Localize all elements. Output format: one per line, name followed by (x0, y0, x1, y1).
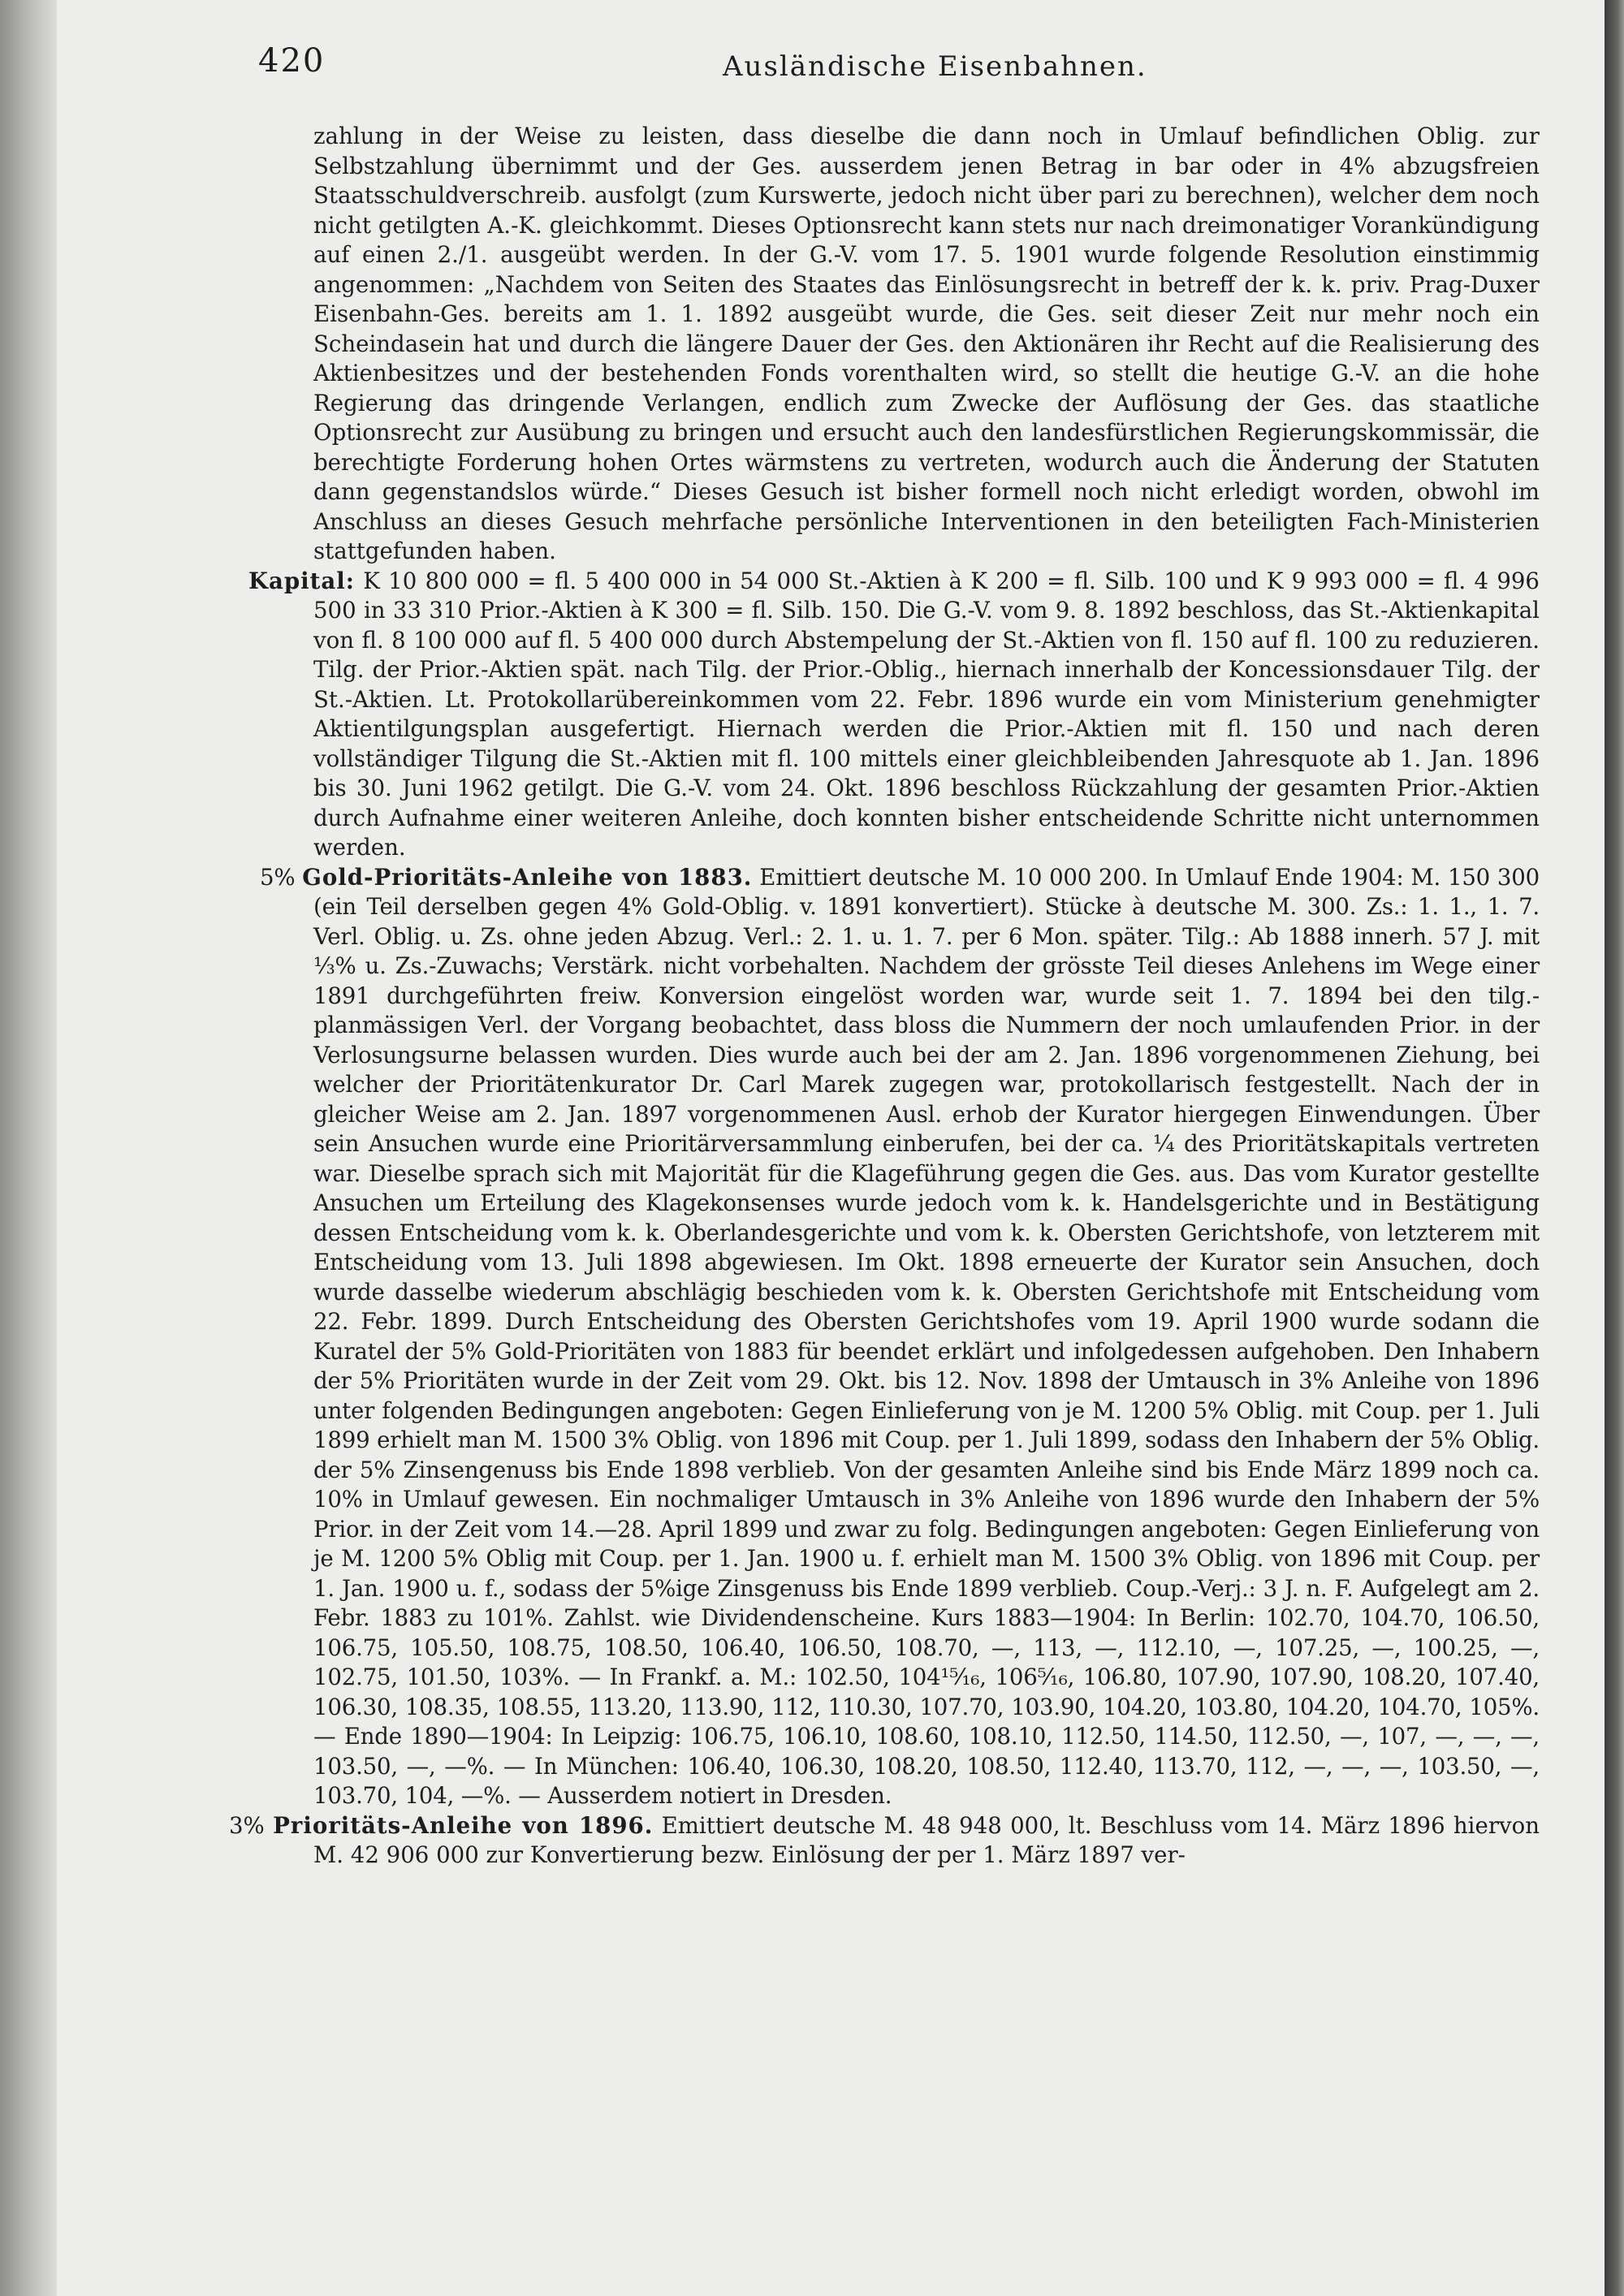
prior-1896-rate: 3% (229, 1811, 265, 1839)
page-header (258, 42, 1541, 91)
intro-text: zahlung in der Weise zu leisten, dass dieselbe die dann noch in Umlauf befindlichen Oblig. zur Selbstzahlung übernimmt und der Ges. ausserdem jenen Betrag in bar oder in 4% abzugsfreien Staatsschuldverschreib. ausfolgt (zum Kurswerte, jedoch nicht über pari zu berechnen), welcher dem noch nicht getilgten A.-K. gleichkommt. Dieses Optionsrecht kann stets nur nach dreimonatiger Vorankündigung auf einen 2./1. ausgeübt werden. In der G.-V. vom 17. 5. 1901 wurde folgende Resolution einstimmig angenommen: „Nachdem von Seiten des Staates das Einlösungsrecht in betreff der k. k. priv. Prag-Duxer Eisenbahn-Ges. bereits am 1. 1. 1892 ausgeübt wurde, die Ges. seit dieser Zeit nur mehr noch ein Scheindasein hat und durch die längere Dauer der Ges. den Aktionären ihr Recht auf die Realisierung des Aktienbesitzes und der bestehenden Fonds vorenthalten wird, so stellt die heutige G.-V. an die hohe Regierung das dringende Verlangen, endlich zum Zwecke der Auflösung der Ges. das staatliche Optionsrecht zur Ausübung zu bringen und ersucht auch den landesfürstlichen Regierungskommissär, die berechtigte Forderung hohen Ortes wärmstens zu vertreten, wodurch auch die Änderung der Statuten dann gegenstandslos würde.“ Dieses Gesuch ist bisher formell noch nicht erledigt worden, obwohl im Anschluss an dieses Gesuch mehrfache persönliche Interventionen in den beteiligten Fach-Ministerien stattgefunden haben. (313, 123, 1540, 564)
gold-anleihe-text: Emittiert deutsche M. 10 000 200. In Umlauf Ende 1904: M. 150 300 (ein Teil derselben gegen 4% Gold-Oblig. v. 1891 konvertiert). Stücke à deutsche M. 300. Zs.: 1. 1., 1. 7. Verl. Oblig. u. Zs. ohne jeden Abzug. Verl.: 2. 1. u. 1. 7. per 6 Mon. später. Tilg.: Ab 1888 innerh. 57 J. mit ⅓% u. Zs.-Zuwachs; Verstärk. nicht vorbehalten. Nachdem der grösste Teil dieses Anlehens im Wege einer 1891 durchgeführten freiw. Konversion eingelöst worden war, wurde seit 1. 7. 1894 bei den tilg.-planmässigen Verl. der Vorgang beobachtet, dass bloss die Nummern der noch umlaufenden Prior. in der Verlosungsurne belassen wurden. Dies wurde auch bei der am 2. Jan. 1896 vorgenommenen Ziehung, bei welcher der Prioritätenkurator Dr. Carl Marek zugegen war, protokollarisch festgestellt. Nach der in gleicher Weise am 2. Jan. 1897 vorgenommenen Ausl. erhob der Kurator hiergegen Einwendungen. Über sein Ansuchen wurde eine Prioritärversammlung einberufen, bei der ca. ¼ des Prioritätskapitals vertreten war. Dieselbe sprach sich mit Majorität für die Klageführung gegen die Ges. aus. Das vom Kurator gestellte Ansuchen um Erteilung des Klagekonsenses wurde jedoch vom k. k. Handelsgerichte und in Bestätigung dessen Entscheidung vom k. k. Oberlandesgerichte und vom k. k. Obersten Gerichtshofe, von letzterem mit Entscheidung vom 13. Juli 1898 abgewiesen. Im Okt. 1898 erneuerte der Kurator sein Ansuchen, doch wurde dasselbe wiederum abschlägig beschieden vom k. k. Obersten Gerichtshofe mit Entscheidung vom 22. Febr. 1899. Durch Entscheidung des Obersten Gerichtshofes vom 19. April 1900 wurde sodann die Kuratel der 5% Gold-Prioritäten von 1883 für beendet erklärt und infolgedessen aufgehoben. Den Inhabern der 5% Prioritäten wurde in der Zeit vom 29. Okt. bis 12. Nov. 1898 der Umtausch in 3% Anleihe von 1896 unter folgenden Bedingungen angeboten: Gegen Einlieferung von je M. 1200 5% Oblig. mit Coup. per 1. Juli 1899 erhielt man M. 1500 3% Oblig. von 1896 mit Coup. per 1. Juli 1899, sodass den Inhabern der 5% Oblig. der 5% Zinsengenuss bis Ende 1898 verblieb. Von der gesamten Anleihe sind bis Ende März 1899 noch ca. 10% in Umlauf gewesen. Ein nochmaliger Umtausch in 3% Anleihe von 1896 wurde den Inhabern der 5% Prior. in der Zeit vom 14.—28. April 1899 und zwar zu folg. Bedingungen angeboten: Gegen Einlieferung von je M. 1200 5% Oblig mit Coup. per 1. Jan. 1900 u. f. erhielt man M. 1500 3% Oblig. von 1896 mit Coup. per 1. Jan. 1900 u. f., sodass der 5%ige Zinsgenuss bis Ende 1899 verblieb. Coup.-Verj.: 3 J. n. F. Aufgelegt am 2. Febr. 1883 zu 101%. Zahlst. wie Dividendenscheine. Kurs 1883—1904: In Berlin: 102.70, 104.70, 106.50, 106.75, 105.50, 108.75, 108.50, 106.40, 106.50, 108.70, —, 113, —, 112.10, —, 107.25, —, 100.25, —, 102.75, 101.50, 103%. — In Frankf. a. M.: 102.50, 104¹⁵⁄₁₆, 106⁵⁄₁₆, 106.80, 107.90, 107.90, 108.20, 107.40, 106.30, 108.35, 108.55, 113.20, 113.90, 112, 110.30, 107.70, 103.90, 104.20, 103.80, 104.20, 104.70, 105%. — Ende 1890—1904: In Leipzig: 106.75, 106.10, 108.60, 108.10, 112.50, 114.50, 112.50, —, 107, —, —, —, 103.50, —, —%. — In München: 106.40, 106.30, 108.20, 108.50, 112.40, 113.70, 112, —, —, —, 103.50, —, 103.70, 104, —%. — Ausserdem notiert in Dresden. (313, 863, 1540, 1809)
prior-1896-text: Emittiert deutsche M. 48 948 000, lt. Beschluss vom 14. März 1896 hiervon M. 42 906 000 zur Konvertierung bezw. Einlösung der per 1. März 1897 ver- (313, 1811, 1540, 1868)
intro-paragraph (313, 122, 1540, 567)
gold-anleihe-section (260, 863, 1540, 1811)
kapital-label: Kapital: (248, 567, 355, 594)
prior-1896-label: Prioritäts-Anleihe von 1896. (273, 1811, 654, 1839)
page-number: 420 (258, 42, 326, 80)
kapital-section (248, 567, 1540, 863)
gold-anleihe-rate: 5% (260, 863, 296, 891)
kapital-text: K 10 800 000 = fl. 5 400 000 in 54 000 St.-Aktien à K 200 = fl. Silb. 100 und K 9 993 000 = fl. 4 996 500 in 33 310 Prior.-Aktien à K 300 = fl. Silb. 150. Die G.-V. vom 9. 8. 1892 beschloss, das St.-Aktienkapital von fl. 8 100 000 auf fl. 5 400 000 durch Abstempelung der St.-Aktien von fl. 150 auf fl. 100 zu reduzieren. Tilg. der Prior.-Aktien spät. nach Tilg. der Prior.-Oblig., hiernach innerhalb der Koncessionsdauer Tilg. der St.-Aktien. Lt. Protokollarübereinkommen vom 22. Febr. 1896 wurde ein vom Ministerium genehmigter Aktientilgungsplan ausgefertigt. Hiernach werden die Prior.-Aktien mit fl. 150 und nach deren vollständiger Tilgung die St.-Aktien mit fl. 100 mittels einer gleichbleibenden Jahresquote ab 1. Jan. 1896 bis 30. Juni 1962 getilgt. Die G.-V. vom 24. Okt. 1896 beschloss Rückzahlung der gesamten Prior.-Aktien durch Aufnahme einer weiteren Anleihe, doch konnten bisher entscheidende Schritte nicht unternommen werden. (313, 567, 1540, 861)
page-body (229, 122, 1540, 1871)
running-title: Ausländische Eisenbahnen. (723, 50, 1147, 83)
prior-1896-section (229, 1811, 1540, 1871)
gold-anleihe-label: Gold-Prioritäts-Anleihe von 1883. (302, 863, 753, 891)
